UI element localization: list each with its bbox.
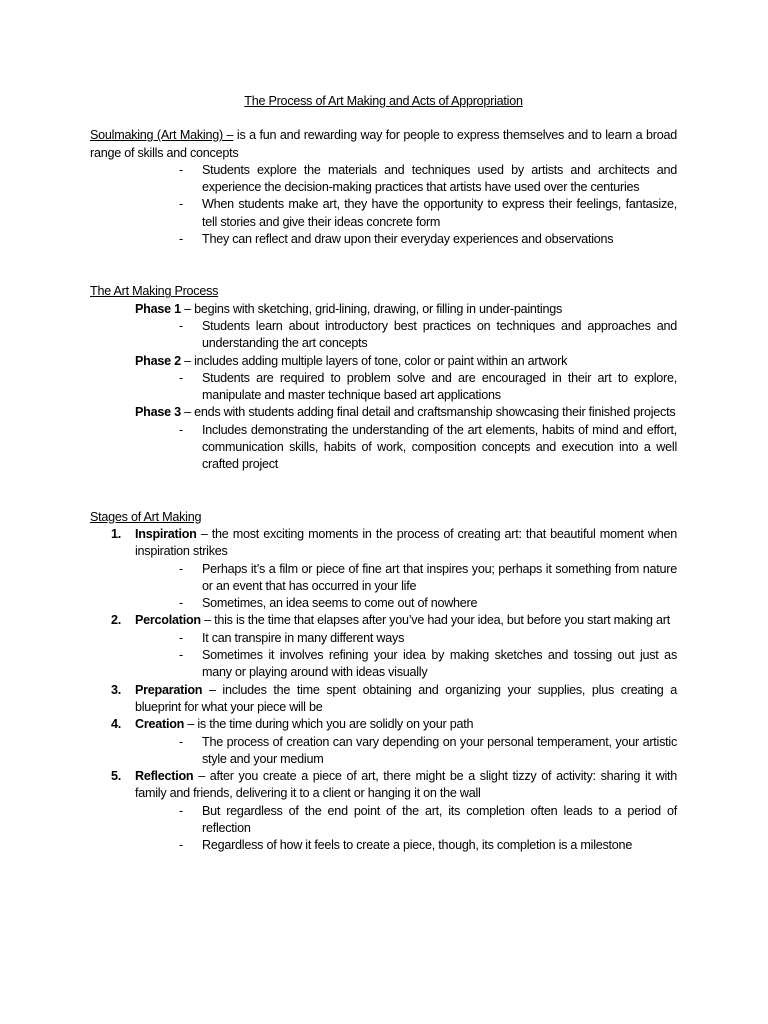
list-item: [90, 162, 677, 197]
phase-2-bullets: [90, 370, 677, 405]
stage-bullets: [135, 630, 677, 682]
phase-label: Phase 1: [135, 301, 181, 316]
stage-description: [135, 682, 677, 717]
bullet-text: Sometimes, an idea seems to come out of nowhere: [202, 596, 478, 611]
phase-text: – includes adding multiple layers of tone, color or paint within an artwork: [180, 353, 568, 368]
phase-3-bullets: [90, 422, 677, 474]
dash-marker: -: [179, 318, 183, 333]
stage-bullets: [135, 734, 677, 769]
list-item: [90, 231, 677, 248]
stage-item-creation: [90, 716, 677, 768]
list-item: [90, 196, 677, 231]
soulmaking-bullets: [90, 162, 677, 248]
bullet-text: Sometimes it involves refining your idea by making sketches and tossing out just as many or playing around with ideas visually: [202, 648, 677, 680]
stage-number: 2.: [111, 613, 122, 628]
dash-marker: -: [179, 648, 183, 663]
bullet-text: They can reflect and draw upon their everyday experiences and observations: [202, 232, 614, 247]
spacer: [90, 474, 677, 509]
stage-text: – includes the time spent obtaining and organizing your supplies, plus creating a blueprint for what your piece will be: [135, 682, 677, 714]
stage-number: 1.: [111, 526, 122, 541]
stage-item-preparation: [90, 682, 677, 717]
stage-number: 4.: [111, 717, 122, 732]
phase-3: [90, 404, 677, 421]
list-item: [135, 647, 677, 682]
phase-label: Phase 2: [135, 353, 181, 368]
bullet-text: Students learn about introductory best practices on techniques and approaches and understanding the art concepts: [202, 318, 677, 351]
dash-marker: -: [179, 232, 183, 247]
stage-item-inspiration: [90, 526, 677, 612]
list-item: [135, 734, 677, 769]
stage-description: [135, 526, 677, 561]
stage-text: – after you create a piece of art, there might be a slight tizzy of activity: sharing it with family and friends, delivering it to a client or hanging it on the wall: [135, 769, 677, 801]
soulmaking-text: is a fun and rewarding way for people to express themselves and to learn a broad range of skills and concepts: [90, 128, 677, 160]
process-heading: The Art Making Process: [90, 284, 219, 299]
phase-1: [90, 301, 677, 318]
stage-description: [135, 768, 677, 803]
dash-marker: -: [179, 596, 183, 611]
list-item: [90, 318, 677, 353]
phase-text: – ends with students adding final detail and craftsmanship showcasing their finished projects: [180, 405, 676, 420]
list-item: [135, 561, 677, 596]
soulmaking-intro: [90, 127, 677, 162]
list-item: [90, 370, 677, 405]
spacer: [90, 248, 677, 283]
list-item: [90, 422, 677, 474]
dash-marker: -: [179, 197, 183, 212]
stage-label: Inspiration: [135, 526, 197, 541]
bullet-text: But regardless of the end point of the art, its completion often leads to a period of reflection: [202, 803, 677, 835]
stage-item-reflection: [90, 768, 677, 854]
dash-marker: -: [179, 370, 183, 385]
stage-bullets: [135, 561, 677, 613]
phase-label: Phase 3: [135, 405, 181, 420]
bullet-text: Students explore the materials and techniques used by artists and architects and experience the decision-making practices that artists have used over the centuries: [202, 162, 677, 195]
list-item: [135, 837, 677, 854]
stage-item-percolation: [90, 612, 677, 681]
stage-text: – this is the time that elapses after you’ve had your idea, but before you start making art: [200, 613, 670, 628]
dash-marker: -: [179, 838, 183, 853]
list-item: [135, 595, 677, 612]
dash-marker: -: [179, 803, 183, 818]
stages-section: [90, 509, 677, 855]
bullet-text: It can transpire in many different ways: [202, 630, 405, 645]
stage-number: 3.: [111, 682, 122, 697]
dash-marker: -: [179, 162, 183, 177]
stage-bullets: [135, 803, 677, 855]
bullet-text: Perhaps it’s a film or piece of fine art that inspires you; perhaps it something from nature or an event that has occurred in your life: [202, 561, 677, 593]
bullet-text: Includes demonstrating the understanding of the art elements, habits of mind and effort, communication skills, habits of work, composition concepts and execution into a well crafted project: [202, 422, 677, 472]
bullet-text: The process of creation can vary depending on your personal temperament, your artistic style and your medium: [202, 734, 677, 766]
bullet-text: When students make art, they have the opportunity to express their feelings, fantasize, tell stories and give their ideas concrete form: [202, 197, 677, 229]
bullet-text: Regardless of how it feels to create a piece, though, its completion is a milestone: [202, 838, 633, 853]
stage-label: Percolation: [135, 613, 201, 628]
phase-text: – begins with sketching, grid-lining, drawing, or filling in under-paintings: [180, 301, 563, 316]
stage-label: Preparation: [135, 682, 203, 697]
phase-1-bullets: [90, 318, 677, 353]
dash-marker: -: [179, 630, 183, 645]
list-item: [135, 803, 677, 838]
dash-marker: -: [179, 422, 183, 437]
dash-marker: -: [179, 561, 183, 576]
bullet-text: Students are required to problem solve and are encouraged in their art to explore, manipulate and master technique based art applications: [202, 370, 677, 403]
stage-text: – the most exciting moments in the process of creating art: that beautiful moment when inspiration strikes: [135, 526, 677, 559]
soulmaking-heading: Soulmaking (Art Making) –: [90, 128, 234, 143]
stage-description: [135, 716, 677, 733]
stages-heading: Stages of Art Making: [90, 509, 202, 524]
phase-2: [90, 353, 677, 370]
art-making-process-section: [90, 283, 677, 473]
document-title: The Process of Art Making and Acts of Appropriation: [244, 94, 523, 108]
stage-text: – is the time during which you are solidly on your path: [184, 717, 474, 732]
list-item: [135, 630, 677, 647]
stage-number: 5.: [111, 769, 122, 784]
dash-marker: -: [179, 734, 183, 749]
stage-description: [135, 612, 677, 629]
soulmaking-section: [90, 127, 677, 248]
stage-label: Creation: [135, 717, 185, 732]
stages-list: [90, 526, 677, 855]
stage-label: Reflection: [135, 769, 194, 784]
